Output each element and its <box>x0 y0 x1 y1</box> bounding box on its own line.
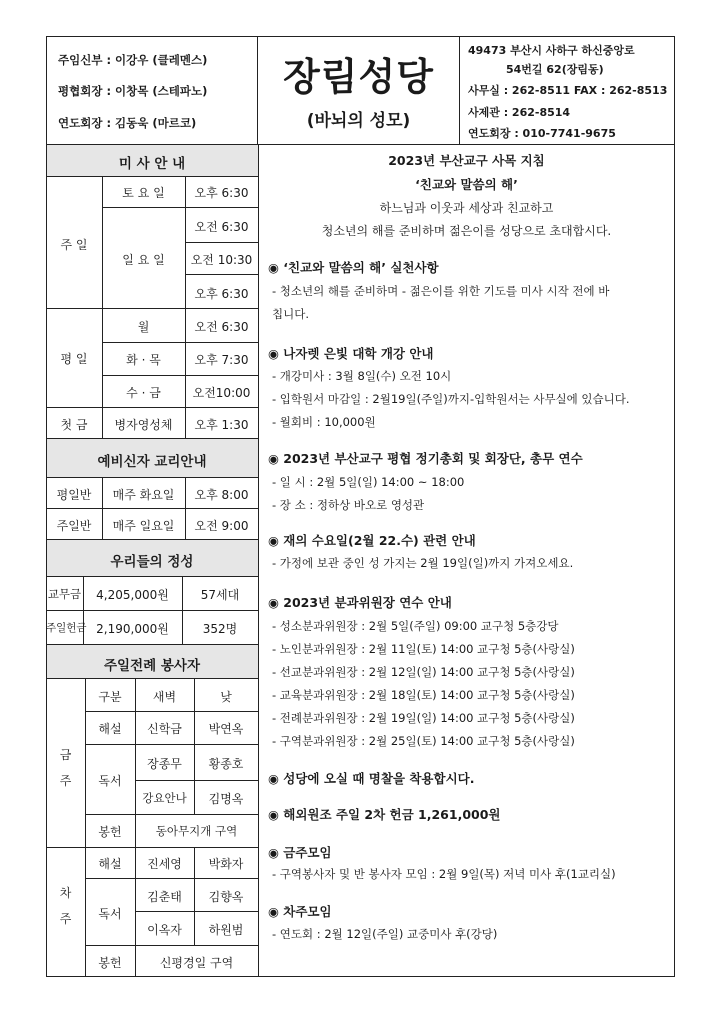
address-line1: 49473 부산시 사하구 하신중앙로 <box>468 44 635 57</box>
rule <box>135 780 258 781</box>
this-week-commentary-day: 박연옥 <box>208 722 244 736</box>
servers-title: 주일전례 봉사자 <box>104 658 200 674</box>
catechumen-title: 예비신자 교리안내 <box>97 454 207 470</box>
sunday-time-2: 오전 10:30 <box>190 253 253 267</box>
this-week-service-value: 동아무지개 구역 <box>155 824 238 838</box>
section-head-college: ◉ 나자렛 은빛 대학 개강 안내 <box>268 346 434 361</box>
this-week-reading1-day: 황종호 <box>208 757 244 771</box>
rule <box>185 274 258 275</box>
office-phone: 사무실 : 262-8511 FAX : 262-8513 <box>468 84 668 97</box>
section-item: - 일 시 : 2월 5일(일) 14:00 ~ 18:00 <box>272 475 465 489</box>
patron: (바뇌의 성모) <box>306 111 411 131</box>
this-week-reading-role: 독서 <box>98 774 122 788</box>
next-week-service-role: 봉헌 <box>98 956 122 970</box>
this-week-reading2-day: 김명옥 <box>208 792 244 806</box>
offering-amount-2: 2,190,000원 <box>96 622 169 636</box>
rule <box>46 477 258 478</box>
next-week-commentary-role: 해설 <box>98 857 122 871</box>
catechumen-time-2: 오전 9:00 <box>194 519 249 533</box>
section-item: - 구역분과위원장 : 2월 25일(토) 14:00 교구청 5층(사랑실) <box>272 734 575 748</box>
section-item: - 월회비 : 10,000원 <box>272 415 376 429</box>
section-item: - 구역봉사자 및 반 봉사자 모임 : 2월 9일(목) 저녁 미사 후(1교리실) <box>272 867 616 881</box>
policy-line2: 청소년의 해를 준비하며 젊은이를 성당으로 초대합시다. <box>321 224 612 238</box>
rule <box>85 744 258 745</box>
catechumen-day-2: 매주 일요일 <box>112 519 175 533</box>
catechumen-label-1: 평일반 <box>56 488 92 502</box>
title-box <box>258 36 460 144</box>
section-head-overseas-aid: ◉ 해외원조 주일 2차 헌금 1,261,000원 <box>268 807 501 822</box>
this-week-commentary-role: 해설 <box>98 722 122 736</box>
rule <box>46 308 258 309</box>
weekday-time-3: 오전10:00 <box>192 386 251 400</box>
policy-motto: ‘친교와 말씀의 해’ <box>415 177 518 192</box>
section-head-ash-wednesday: ◉ 재의 수요일(2월 22.수) 관련 안내 <box>268 533 476 548</box>
section-head-this-week-meeting: ◉ 금주모임 <box>268 845 332 860</box>
next-week-commentary-day: 박화자 <box>208 857 244 871</box>
catechumen-time-1: 오후 8:00 <box>194 488 249 502</box>
first-friday-day: 병자영성체 <box>114 418 173 432</box>
this-week-reading2-dawn: 강요안나 <box>142 791 187 805</box>
next-week-reading-role: 독서 <box>98 907 122 921</box>
section-item: - 교육분과위원장 : 2월 18일(토) 14:00 교구청 5층(사랑실) <box>272 688 575 702</box>
section-item: - 전례분과위원장 : 2월 19일(일) 14:00 교구청 5층(사랑실) <box>272 711 575 725</box>
rule <box>135 911 258 912</box>
policy-line1: 하느님과 이웃과 세상과 친교하고 <box>379 201 554 215</box>
address-line2: 54번길 62(장림동) <box>506 63 604 76</box>
sunday-time-1: 오전 6:30 <box>194 220 249 234</box>
policy-title: 2023년 부산교구 사목 지침 <box>388 153 545 168</box>
weekday-time-2: 오후 7:30 <box>194 353 249 367</box>
parish-name: 장림성당 <box>283 55 434 99</box>
rule <box>46 508 258 509</box>
elder-head: 연도회장 : 김동욱 (마르코) <box>58 116 197 130</box>
rule <box>85 878 258 879</box>
section-item: - 입학원서 마감일 : 2월19일(주일)까지-입학원서는 사무실에 있습니다. <box>272 392 630 406</box>
sunday-label: 주 일 <box>60 238 88 252</box>
rule <box>85 945 258 946</box>
rule <box>46 176 258 177</box>
rule <box>102 342 258 343</box>
offering-label-2: 주일헌금 <box>46 622 87 634</box>
weekday-day-1: 월 <box>137 320 150 334</box>
first-friday-time: 오후 1:30 <box>194 418 249 432</box>
servers-col-day: 낮 <box>220 690 232 704</box>
leaders-box <box>46 36 258 144</box>
rule <box>46 576 258 577</box>
next-week-commentary-dawn: 진세영 <box>147 857 182 871</box>
offering-amount-1: 4,205,000원 <box>96 588 169 602</box>
this-week-commentary-dawn: 신학금 <box>147 722 182 736</box>
rule <box>102 207 258 208</box>
weekday-time-1: 오전 6:30 <box>194 320 249 334</box>
section-head-assembly: ◉ 2023년 부산교구 평협 정기총회 및 회장단, 총무 연수 <box>268 451 583 466</box>
servers-col-dawn: 새벽 <box>152 690 177 704</box>
section-item: - 선교분과위원장 : 2월 12일(일) 14:00 교구청 5층(사랑실) <box>272 665 575 679</box>
weekday-label: 평 일 <box>60 352 88 366</box>
section-item: - 장 소 : 정하상 바오로 영성관 <box>272 498 425 512</box>
section-head-nametag: ◉ 성당에 오실 때 명찰을 착용합시다. <box>268 771 475 786</box>
rule <box>46 610 258 611</box>
next-week-label: 차 주 <box>59 886 72 926</box>
next-week-reading1-day: 김향옥 <box>208 890 244 904</box>
section-head-next-week-meeting: ◉ 차주모임 <box>268 904 332 919</box>
offering-label-1: 교무금 <box>47 587 82 601</box>
rule <box>85 711 258 712</box>
next-week-reading1-dawn: 김춘태 <box>147 890 182 904</box>
this-week-service-role: 봉헌 <box>98 825 122 839</box>
column-divider <box>258 144 259 977</box>
next-week-reading2-day: 하원범 <box>208 923 244 937</box>
this-week-reading1-dawn: 장종무 <box>147 757 182 771</box>
section-item: - 연도회 : 2월 12일(주일) 교중미사 후(강당) <box>272 927 498 941</box>
offering-count-1: 57세대 <box>200 588 240 602</box>
rule <box>102 375 258 376</box>
pastor: 주임신부 : 이강우 (클레멘스) <box>58 53 208 67</box>
rule <box>46 847 258 848</box>
rule <box>85 814 258 815</box>
section-item: - 성소분과위원장 : 2월 5일(주일) 09:00 교구청 5층강당 <box>272 619 559 633</box>
section-item: - 개강미사 : 3월 8일(수) 오전 10시 <box>272 369 452 383</box>
council-head: 평협회장 : 이창목 (스테파노) <box>58 84 208 98</box>
contact-box <box>460 36 675 144</box>
saturday-day: 토 요 일 <box>122 186 165 200</box>
first-friday-label: 첫 금 <box>60 418 88 432</box>
saturday-time: 오후 6:30 <box>194 186 249 200</box>
rectory-phone: 사제관 : 262-8514 <box>468 106 571 119</box>
elder-phone: 연도회장 : 010-7741-9675 <box>468 127 616 140</box>
sunday-day: 일 요 일 <box>122 253 165 267</box>
rule <box>46 407 258 408</box>
section-item: 칩니다. <box>272 307 309 321</box>
rule <box>185 242 258 243</box>
rule <box>46 678 258 679</box>
weekday-day-3: 수 · 금 <box>126 386 161 400</box>
offering-count-2: 352명 <box>202 622 238 636</box>
section-head-training: ◉ 2023년 분과위원장 연수 안내 <box>268 595 452 610</box>
next-week-reading2-dawn: 이옥자 <box>147 923 182 937</box>
this-week-label: 금 주 <box>59 748 72 788</box>
next-week-service-value: 신평경일 구역 <box>159 956 234 970</box>
catechumen-label-2: 주일반 <box>56 519 92 533</box>
section-item: - 청소년의 해를 준비하며 - 젊은이를 위한 기도를 미사 시작 전에 바 <box>272 284 610 298</box>
mass-title: 미 사 안 내 <box>118 156 186 172</box>
weekday-day-2: 화 · 목 <box>126 353 161 367</box>
section-item: - 노인분과위원장 : 2월 11일(토) 14:00 교구청 5층(사랑실) <box>272 642 575 656</box>
section-item: - 가정에 보관 중인 성 가지는 2월 19일(일)까지 가져오세요. <box>272 556 574 570</box>
section-head-practice: ◉ ‘친교와 말씀의 해’ 실천사항 <box>268 260 439 275</box>
catechumen-day-1: 매주 화요일 <box>112 488 175 502</box>
servers-col-role: 구분 <box>98 690 122 704</box>
sunday-time-3: 오후 6:30 <box>194 287 249 301</box>
offering-title: 우리들의 정성 <box>110 554 194 570</box>
